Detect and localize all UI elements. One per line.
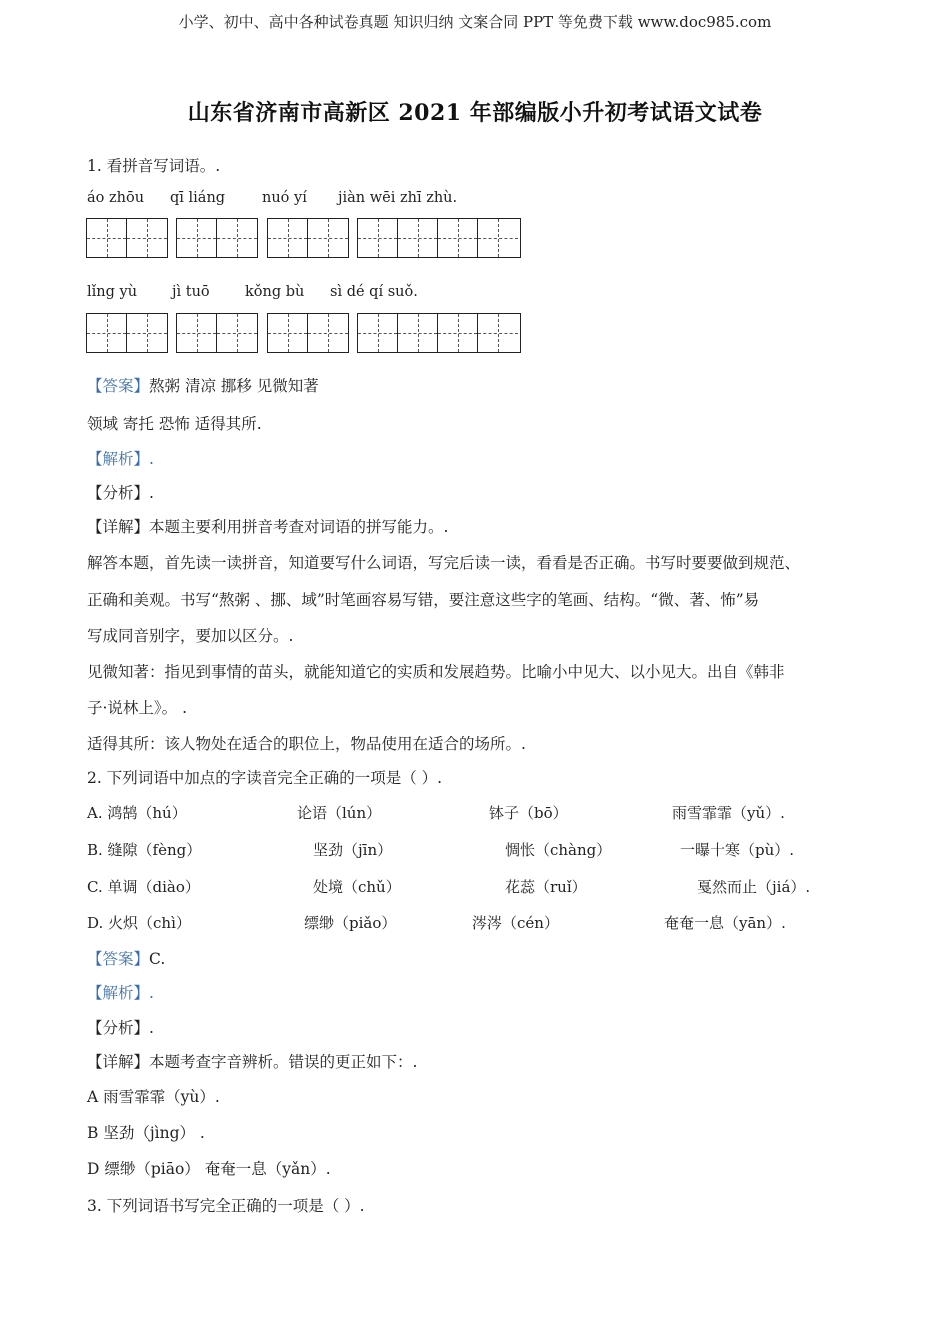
answer-text: 熬粥 清凉 挪移 见微知著 [149, 377, 319, 395]
page-title: 山东省济南市高新区 2021 年部编版小升初考试语文试卷 [187, 100, 763, 126]
q1-paragraph: 写成同音别字，要加以区分。. [87, 627, 294, 645]
writing-grid[interactable] [86, 313, 168, 353]
q3-stem: 3. 下列词语书写完全正确的一项是（ ）. [87, 1197, 365, 1215]
pinyin: kǒng bù [245, 284, 305, 300]
q1-answer [87, 376, 319, 396]
option-item: 惆怅（chàng） [505, 841, 612, 859]
q2-detail: 【详解】本题考查字音辨析。错误的更正如下：. [87, 1053, 418, 1071]
q1-paragraph: 见微知著：指见到事情的苗头，就能知道它的实质和发展趋势。比喻小中见大、以小见大。出自《韩非 [87, 663, 785, 681]
pinyin: lǐng yù [87, 284, 138, 300]
q1-paragraph: 解答本题，首先读一读拼音，知道要写什么词语，写完后读一读，看看是否正确。书写时要要做到规范、 [87, 554, 801, 572]
q2-stem: 2. 下列词语中加点的字读音完全正确的一项是（ ）. [87, 769, 443, 787]
pinyin: sì dé qí suǒ. [330, 284, 418, 300]
q2-jiexi: 【解析】. [87, 984, 154, 1002]
pinyin: qī liáng [170, 190, 226, 206]
writing-grid[interactable] [86, 218, 168, 258]
option-item: 处境（chǔ） [313, 878, 401, 896]
option-item: 坚劲（jīn） [313, 841, 393, 859]
q1-fenxi: 【分析】. [87, 484, 154, 502]
answer-label: 【答案】 [87, 950, 150, 968]
option-item: 奄奄一息（yān）. [664, 914, 786, 932]
q2-fix-d: D 缥缈（piāo） 奄奄一息（yǎn）. [87, 1160, 331, 1178]
q1-paragraph: 子·说林上》。 . [87, 699, 188, 717]
writing-grid[interactable] [267, 313, 349, 353]
option-item: 论语（lún） [297, 804, 382, 822]
option-item: 涔涔（cén） [472, 914, 559, 932]
q2-fix-b: B 坚劲（jìng） . [87, 1124, 205, 1142]
option-b: B. 缝隙（fèng） [87, 841, 202, 859]
writing-grid[interactable] [176, 313, 258, 353]
writing-grid[interactable] [267, 218, 349, 258]
option-item: 钵子（bō） [489, 804, 568, 822]
pinyin: jiàn wēi zhī zhù. [338, 190, 458, 206]
q1-paragraph: 适得其所：该人物处在适合的职位上，物品使用在适合的场所。. [87, 735, 526, 753]
answer-label: 【答案】 [87, 377, 150, 395]
writing-grid[interactable] [357, 313, 521, 353]
q1-answer-line2: 领域 寄托 恐怖 适得其所. [87, 415, 262, 433]
option-item: 戛然而止（jiá）. [697, 878, 811, 896]
q1-stem: 1. 看拼音写词语。. [87, 157, 221, 175]
q2-fenxi: 【分析】. [87, 1019, 154, 1037]
pinyin: áo zhōu [87, 190, 145, 206]
q2-fix-a: A 雨雪霏霏（yù）. [87, 1088, 220, 1106]
writing-grid[interactable] [357, 218, 521, 258]
option-d: D. 火炽（chì） [87, 914, 191, 932]
option-item: 花蕊（ruǐ） [505, 878, 587, 896]
q2-answer [87, 949, 165, 969]
q1-jiexi: 【解析】. [87, 450, 154, 468]
pinyin: nuó yí [262, 190, 307, 206]
site-header: 小学、初中、高中各种试卷真题 知识归纳 文案合同 PPT 等免费下载 www.doc985.com [178, 13, 772, 31]
q1-paragraph: 正确和美观。书写“熬粥 、挪、域”时笔画容易写错，要注意这些字的笔画、结构。“微、著、怖”易 [87, 591, 760, 609]
writing-grid[interactable] [176, 218, 258, 258]
option-item: 一曝十寒（pù）. [680, 841, 795, 859]
option-a: A. 鸿鹄（hú） [87, 804, 187, 822]
option-c: C. 单调（diào） [87, 878, 200, 896]
option-item: 缥缈（piǎo） [304, 914, 397, 932]
option-item: 雨雪霏霏（yǔ）. [672, 804, 785, 822]
answer-text: C. [149, 950, 166, 968]
pinyin: jì tuō [172, 284, 210, 300]
q1-detail: 【详解】本题主要利用拼音考查对词语的拼写能力。. [87, 518, 449, 536]
